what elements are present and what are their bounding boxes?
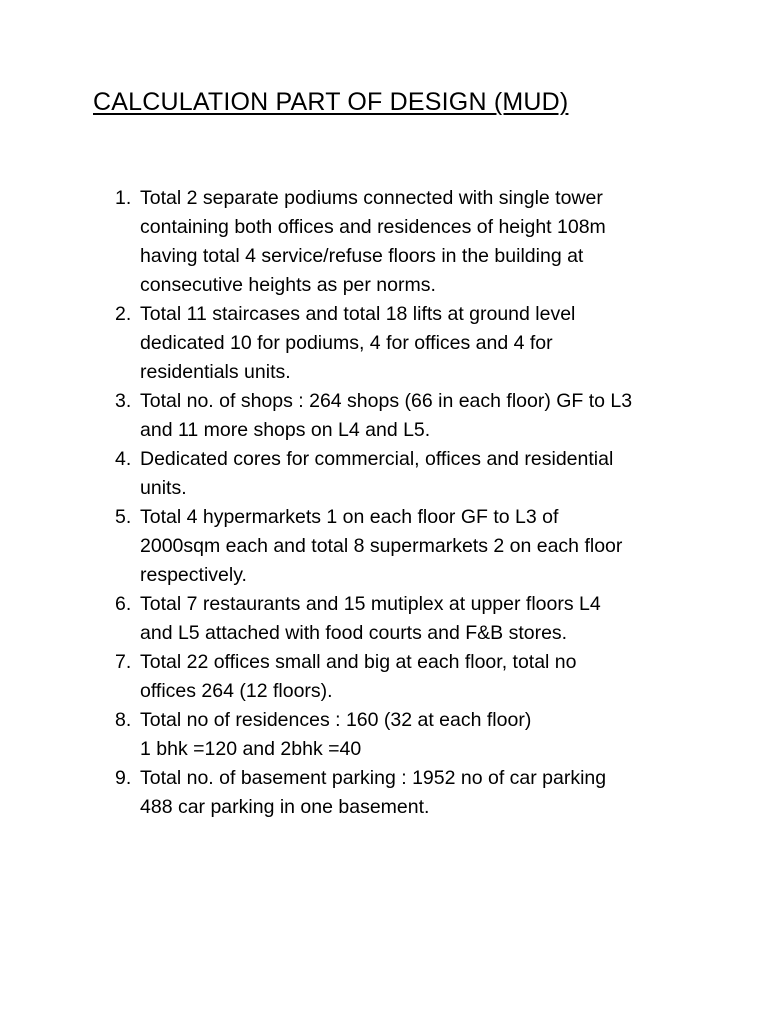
list-item-line: and 11 more shops on L4 and L5. <box>140 419 431 441</box>
list-item-line: 2000sqm each and total 8 supermarkets 2 on each floor <box>140 535 623 557</box>
list-item-line: offices 264 (12 floors). <box>140 680 333 702</box>
list-item-text <box>140 503 715 590</box>
list-item <box>115 387 715 445</box>
list-item-text <box>140 764 715 822</box>
list-item-line: Total no. of basement parking : 1952 no of car parking <box>140 767 607 789</box>
list-item-text <box>140 387 715 445</box>
list-item-line: 1 bhk =120 and 2bhk =40 <box>140 738 362 760</box>
list-item-line: Total 7 restaurants and 15 mutiplex at upper floors L4 <box>140 593 601 615</box>
list-item-text <box>140 590 715 648</box>
list-item-text <box>140 648 715 706</box>
list-item-line: having total 4 service/refuse floors in the building at <box>140 245 584 267</box>
list-item <box>115 706 715 764</box>
list-item-text <box>140 184 715 300</box>
list-item-line: respectively. <box>140 564 247 586</box>
list-item <box>115 648 715 706</box>
list-item-number: 4. <box>115 448 132 470</box>
list-item-line: residentials units. <box>140 361 291 383</box>
list-item-line: Total 4 hypermarkets 1 on each floor GF to L3 of <box>140 506 559 528</box>
list-item-line: Dedicated cores for commercial, offices and residential <box>140 448 614 470</box>
list-item-line: Total no. of shops : 264 shops (66 in each floor) GF to L3 <box>140 390 633 412</box>
list-item-line: units. <box>140 477 187 499</box>
list-item-line: Total 2 separate podiums connected with single tower <box>140 187 603 209</box>
list-item-line: Total 11 staircases and total 18 lifts at ground level <box>140 303 576 325</box>
list-item-line: Total 22 offices small and big at each floor, total no <box>140 651 577 673</box>
list-item-number: 1. <box>115 187 132 209</box>
list-item-line: and L5 attached with food courts and F&B stores. <box>140 622 568 644</box>
list-item <box>115 764 715 822</box>
list-item-text <box>140 300 715 387</box>
calculation-list <box>115 184 715 822</box>
list-item-number: 7. <box>115 651 132 673</box>
list-item-number: 9. <box>115 767 132 789</box>
list-item-text <box>140 445 715 503</box>
list-item-text <box>140 706 715 764</box>
list-item-line: 488 car parking in one basement. <box>140 796 430 818</box>
list-item-number: 6. <box>115 593 132 615</box>
list-item-line: containing both offices and residences of height 108m <box>140 216 606 238</box>
list-item-line: dedicated 10 for podiums, 4 for offices and 4 for <box>140 332 553 354</box>
list-item <box>115 300 715 387</box>
document-title: CALCULATION PART OF DESIGN (MUD) <box>93 88 569 116</box>
list-item-number: 8. <box>115 709 132 731</box>
list-item-line: Total no of residences : 160 (32 at each floor) <box>140 709 532 731</box>
list-item <box>115 503 715 590</box>
list-item-number: 3. <box>115 390 132 412</box>
list-item <box>115 445 715 503</box>
list-item <box>115 590 715 648</box>
list-item <box>115 184 715 300</box>
list-item-line: consecutive heights as per norms. <box>140 274 436 296</box>
list-item-number: 5. <box>115 506 132 528</box>
list-item-number: 2. <box>115 303 132 325</box>
